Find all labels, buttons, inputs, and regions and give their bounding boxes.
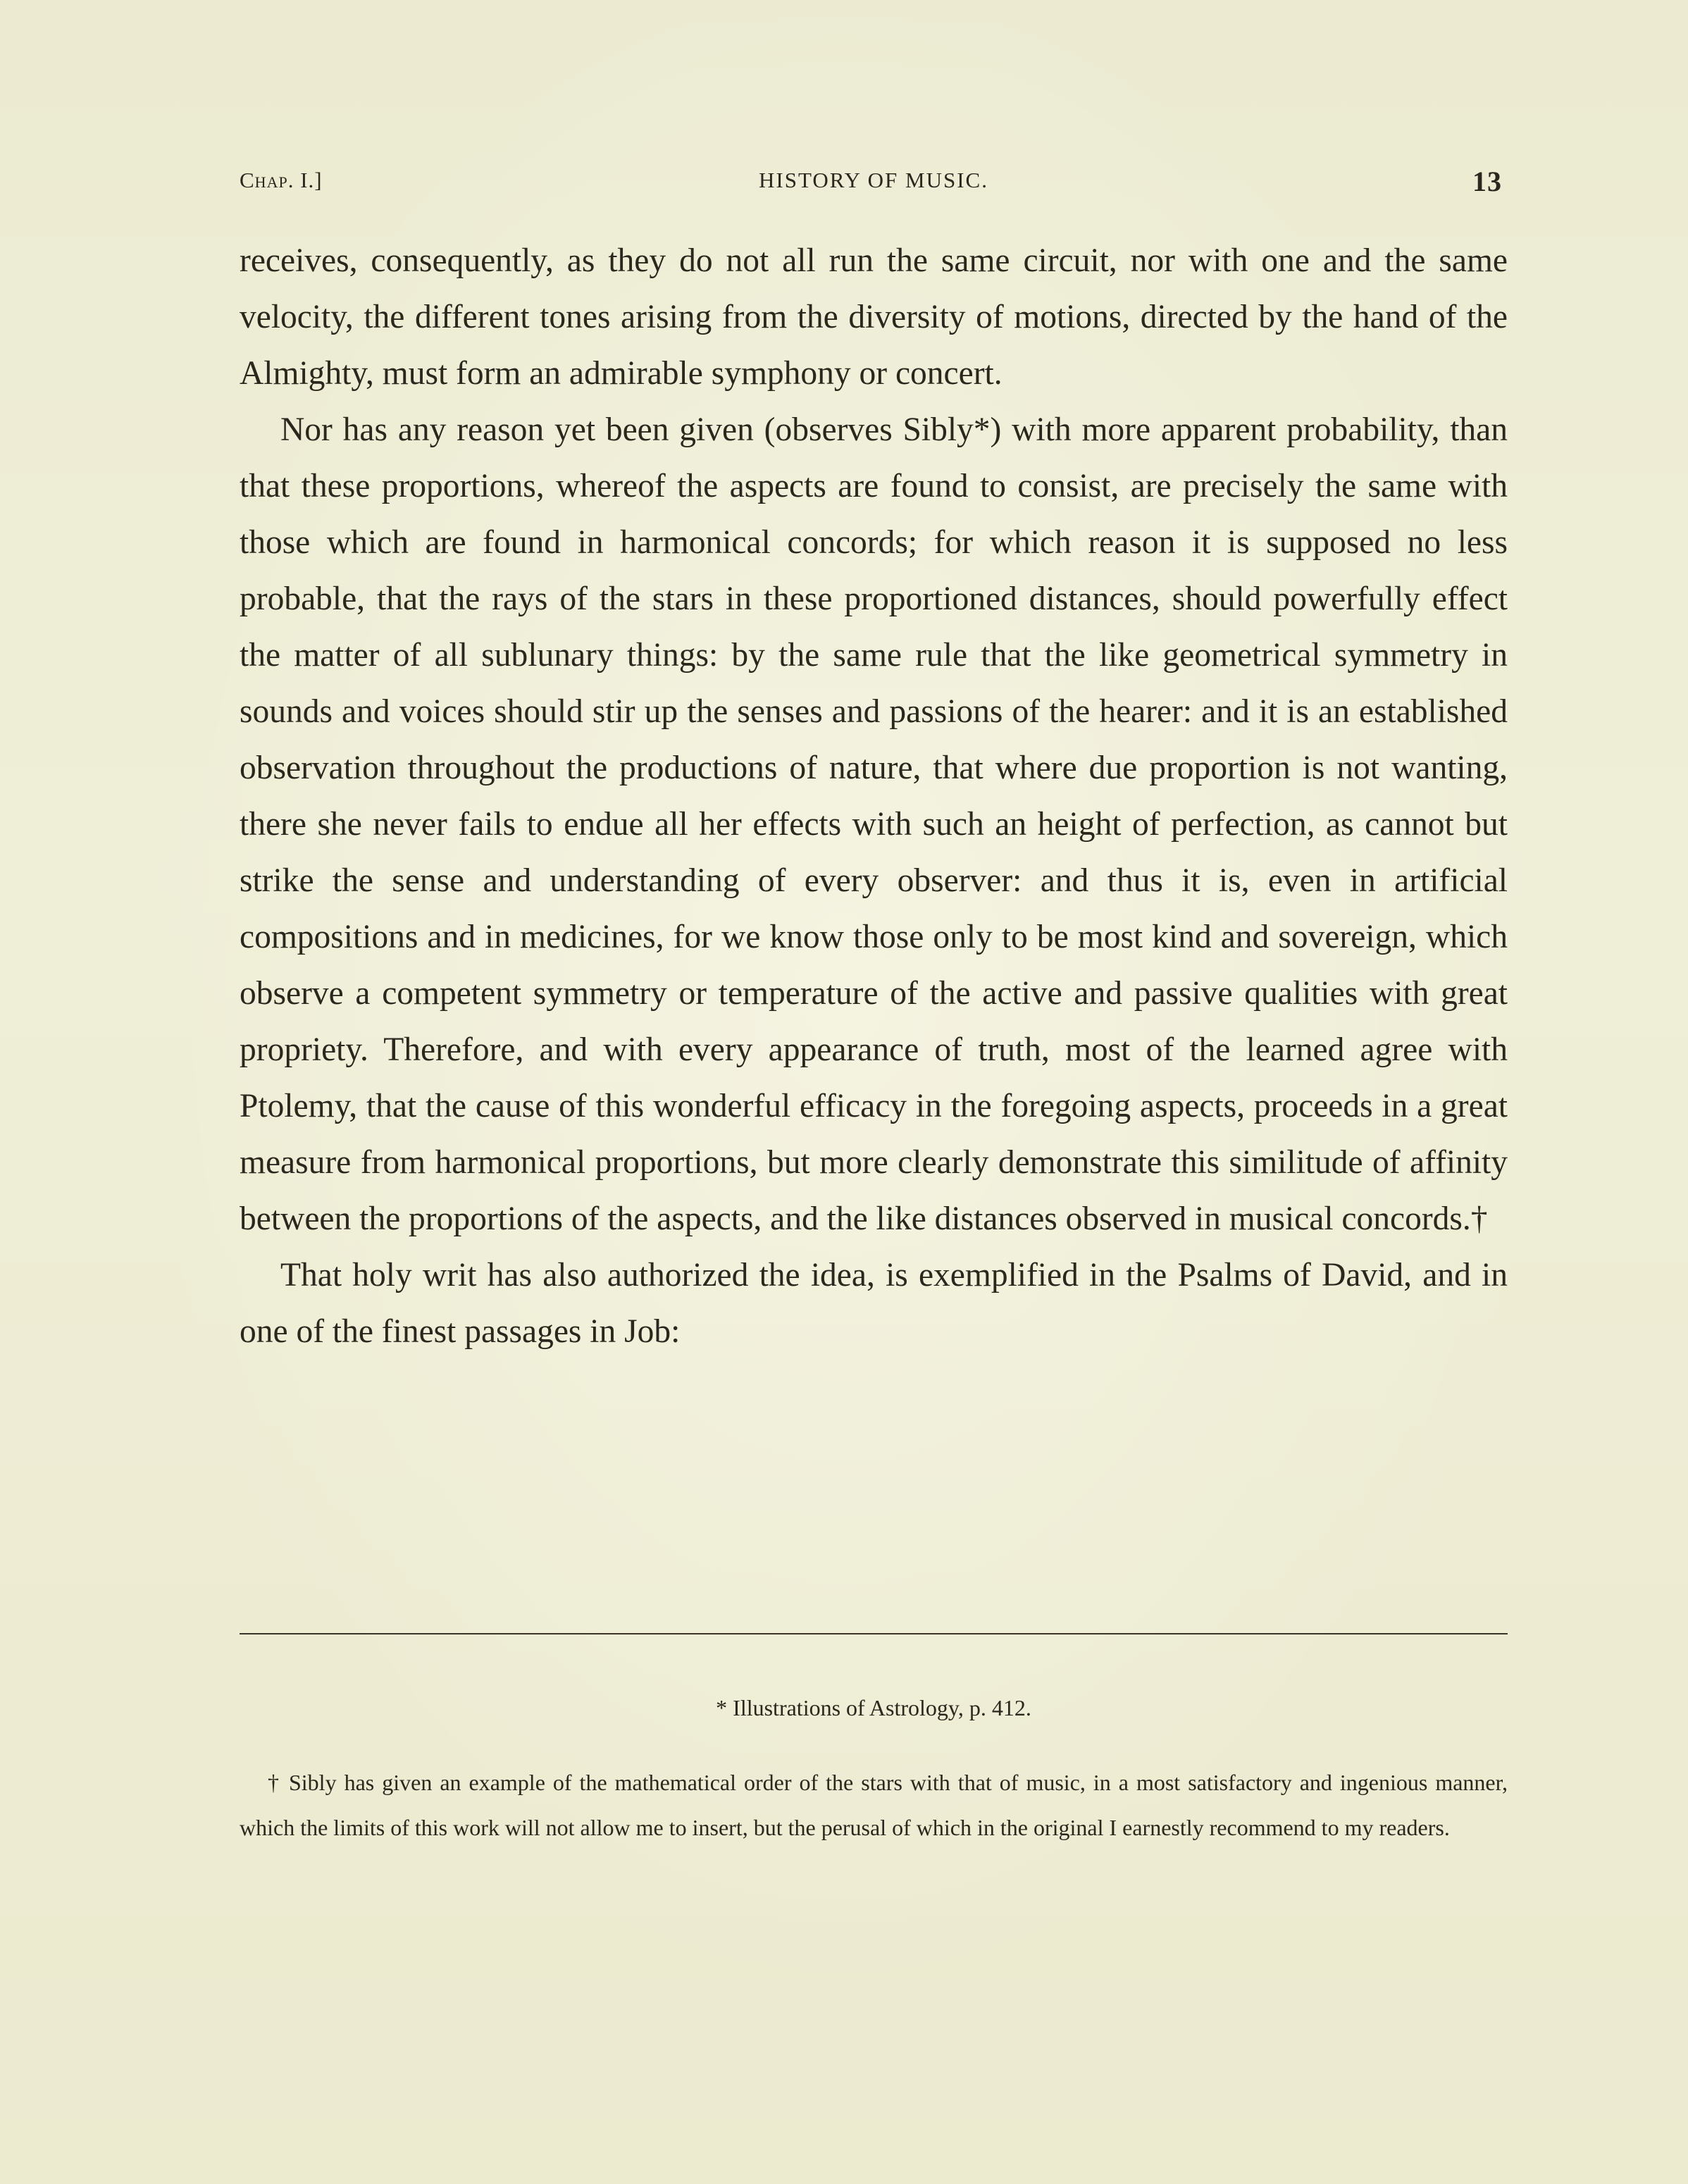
footnote-2: † Sibly has given an example of the mathematical order of the stars with that of music, in a most satisfactory and ingenious manner, which the limits of this work will not allow me to insert, but the perusal of which in the original I earnestly recommend to my readers. bbox=[240, 1770, 1508, 1840]
footnote-rule bbox=[240, 1633, 1508, 1634]
running-head bbox=[240, 168, 1508, 203]
paragraph-continued: receives, consequently, as they do not all run the same circuit, nor with one and the same velocity, the different tones arising from the diversity of motions, directed by the hand of the Almighty, must form an admirable symphony or concert. bbox=[240, 242, 1508, 392]
footnotes bbox=[240, 1685, 1508, 1850]
body-text bbox=[240, 232, 1508, 1360]
paragraph-sibly: Nor has any reason yet been given (observes Sibly*) with more apparent probability, than that these proportions, whereof the aspects are found to consist, are precisely the same with those which are found in harmonical concords; for which reason it is supposed no less probable, that the rays of the stars in these proportioned distances, should powerfully effect the matter of all sublunary things: by the same rule that the like geometrical symmetry in sounds and voices should stir up the senses and passions of the hearer: and it is an established observation throughout the productions of nature, that where due proportion is not wanting, there she never fails to endue all her effects with such an height of perfection, as cannot but strike the sense and understanding of every observer: and thus it is, even in artificial compositions and in medicines, for we know those only to be most kind and sovereign, which observe a competent symmetry or temperature of the active and passive qualities with great propriety. Therefore, and with every appearance of truth, most of the learned agree with Ptolemy, that the cause of this wonderful efficacy in the foregoing aspects, proceeds in a great measure from harmonical proportions, but more clearly demonstrate this similitude of affinity between the proportions of the aspects, and the like distances observed in musical concords.† bbox=[240, 411, 1508, 1237]
chapter-label: Chap. I.] bbox=[240, 168, 323, 192]
footnote-1: * Illustrations of Astrology, p. 412. bbox=[716, 1695, 1031, 1720]
book-title: HISTORY OF MUSIC. bbox=[759, 168, 988, 192]
page-number: 13 bbox=[1472, 166, 1502, 197]
paragraph-holy-writ: That holy writ has also authorized the idea, is exemplified in the Psalms of David, and in one of the finest passages in Job: bbox=[240, 1257, 1508, 1350]
